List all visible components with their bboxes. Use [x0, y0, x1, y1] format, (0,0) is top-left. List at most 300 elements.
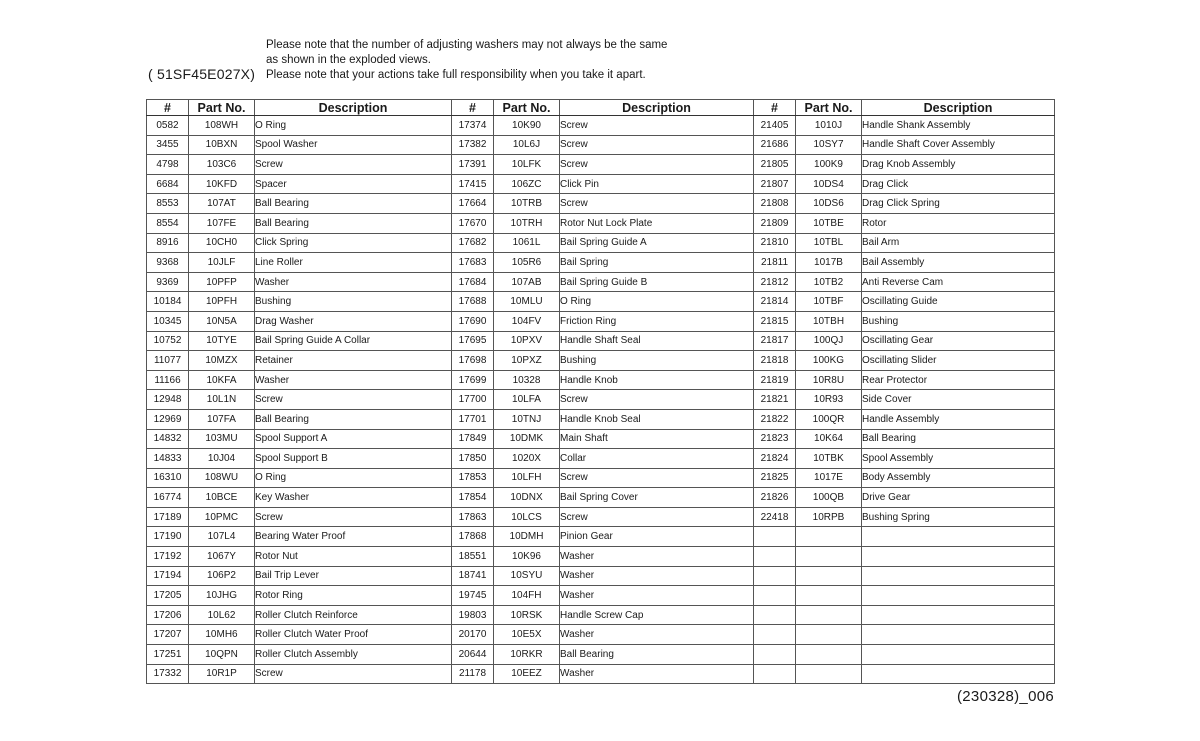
part-description: Handle Shank Assembly	[862, 116, 1055, 136]
part-no: 10E5X	[494, 625, 560, 645]
table-header-row	[147, 100, 1055, 116]
table-row	[147, 507, 1055, 527]
part-number-index: 0582	[147, 116, 189, 136]
part-number-index: 17682	[452, 233, 494, 253]
part-no: 10KFA	[189, 370, 255, 390]
part-no: 10TBK	[796, 449, 862, 469]
part-number-index: 17849	[452, 429, 494, 449]
header-num: #	[452, 100, 494, 116]
table-row	[147, 155, 1055, 175]
part-description: Screw	[560, 135, 754, 155]
part-no: 10LFA	[494, 390, 560, 410]
part-number-index: 17194	[147, 566, 189, 586]
part-description: Bearing Water Proof	[255, 527, 452, 547]
part-number-index: 17688	[452, 292, 494, 312]
part-no: 10PMC	[189, 507, 255, 527]
part-number-index: 17192	[147, 547, 189, 567]
part-description: Screw	[255, 664, 452, 684]
table-row	[147, 488, 1055, 508]
part-number-index: 21817	[754, 331, 796, 351]
part-description: Side Cover	[862, 390, 1055, 410]
part-no: 10SYU	[494, 566, 560, 586]
part-description: Body Assembly	[862, 468, 1055, 488]
part-number-index: 21809	[754, 213, 796, 233]
empty-cell	[862, 664, 1055, 684]
part-no: 10DS6	[796, 194, 862, 214]
part-description: Handle Shaft Cover Assembly	[862, 135, 1055, 155]
notes-block	[266, 38, 667, 83]
part-description: Oscillating Slider	[862, 351, 1055, 371]
part-number-index: 17690	[452, 311, 494, 331]
part-no: 10TB2	[796, 272, 862, 292]
parts-table	[146, 99, 1055, 684]
table-row	[147, 449, 1055, 469]
part-no: 10JLF	[189, 253, 255, 273]
part-no: 10L62	[189, 605, 255, 625]
part-number-index: 17853	[452, 468, 494, 488]
part-number-index: 19745	[452, 586, 494, 606]
empty-cell	[754, 566, 796, 586]
table-row	[147, 253, 1055, 273]
part-number-index: 21811	[754, 253, 796, 273]
part-no: 10MZX	[189, 351, 255, 371]
part-description: Washer	[255, 370, 452, 390]
empty-cell	[754, 547, 796, 567]
note-line-1: Please note that the number of adjusting washers may not always be the same	[266, 39, 668, 51]
part-number-index: 21805	[754, 155, 796, 175]
part-no: 10BXN	[189, 135, 255, 155]
part-number-index: 16774	[147, 488, 189, 508]
part-number-index: 10345	[147, 311, 189, 331]
part-description: Drag Click Spring	[862, 194, 1055, 214]
part-description: Anti Reverse Cam	[862, 272, 1055, 292]
part-description: Bail Spring Guide A Collar	[255, 331, 452, 351]
part-no: 10LFK	[494, 155, 560, 175]
part-description: Bail Trip Lever	[255, 566, 452, 586]
part-number-index: 17382	[452, 135, 494, 155]
header-description: Description	[862, 100, 1055, 116]
part-description: Oscillating Guide	[862, 292, 1055, 312]
part-description: Drag Click	[862, 174, 1055, 194]
part-no: 10LCS	[494, 507, 560, 527]
part-description: Screw	[255, 155, 452, 175]
part-description: Washer	[560, 547, 754, 567]
header-num: #	[754, 100, 796, 116]
part-number-index: 21808	[754, 194, 796, 214]
part-no: 10L6J	[494, 135, 560, 155]
part-no: 10TBE	[796, 213, 862, 233]
part-number-index: 8553	[147, 194, 189, 214]
part-description: Collar	[560, 449, 754, 469]
part-description: Bail Spring Guide A	[560, 233, 754, 253]
part-number-index: 12969	[147, 409, 189, 429]
part-no: 108WH	[189, 116, 255, 136]
part-number-index: 21826	[754, 488, 796, 508]
part-no: 10PXZ	[494, 351, 560, 371]
document-code: (230328)_006	[956, 688, 1054, 705]
part-description: Bail Spring Guide B	[560, 272, 754, 292]
table-row	[147, 194, 1055, 214]
part-no: 10MLU	[494, 292, 560, 312]
part-description: Bail Spring	[560, 253, 754, 273]
part-no: 10JHG	[189, 586, 255, 606]
model-number: ( 51SF45E027X)	[148, 66, 256, 82]
part-description: Bushing	[255, 292, 452, 312]
table-row	[147, 174, 1055, 194]
part-number-index: 17189	[147, 507, 189, 527]
part-no: 10LFH	[494, 468, 560, 488]
part-number-index: 17190	[147, 527, 189, 547]
header-part-no: Part No.	[494, 100, 560, 116]
part-no: 10R8U	[796, 370, 862, 390]
part-number-index: 18741	[452, 566, 494, 586]
part-no: 103MU	[189, 429, 255, 449]
part-number-index: 21824	[754, 449, 796, 469]
part-description: Retainer	[255, 351, 452, 371]
part-no: 10K90	[494, 116, 560, 136]
part-number-index: 11077	[147, 351, 189, 371]
part-no: 10TRH	[494, 213, 560, 233]
parts-table-body	[147, 116, 1055, 684]
part-no: 1017B	[796, 253, 862, 273]
part-no: 10QPN	[189, 645, 255, 665]
header-num: #	[147, 100, 189, 116]
part-description: Handle Knob	[560, 370, 754, 390]
empty-cell	[796, 586, 862, 606]
empty-cell	[796, 566, 862, 586]
part-number-index: 17664	[452, 194, 494, 214]
part-description: Drag Knob Assembly	[862, 155, 1055, 175]
part-description: Rotor	[862, 213, 1055, 233]
part-number-index: 21178	[452, 664, 494, 684]
part-no: 106ZC	[494, 174, 560, 194]
part-description: Rear Protector	[862, 370, 1055, 390]
table-row	[147, 233, 1055, 253]
part-no: 10PXV	[494, 331, 560, 351]
part-description: Roller Clutch Reinforce	[255, 605, 452, 625]
header-part-no: Part No.	[796, 100, 862, 116]
part-number-index: 17698	[452, 351, 494, 371]
table-row	[147, 547, 1055, 567]
empty-cell	[796, 664, 862, 684]
part-number-index: 21823	[754, 429, 796, 449]
part-no: 1067Y	[189, 547, 255, 567]
part-description: Screw	[560, 116, 754, 136]
empty-cell	[796, 547, 862, 567]
part-no: 10TBF	[796, 292, 862, 312]
part-no: 1010J	[796, 116, 862, 136]
header-description: Description	[560, 100, 754, 116]
part-number-index: 17205	[147, 586, 189, 606]
part-no: 107AB	[494, 272, 560, 292]
part-no: 10TNJ	[494, 409, 560, 429]
part-number-index: 17700	[452, 390, 494, 410]
part-no: 1017E	[796, 468, 862, 488]
table-row	[147, 116, 1055, 136]
table-row	[147, 409, 1055, 429]
part-number-index: 21822	[754, 409, 796, 429]
table-row	[147, 370, 1055, 390]
part-no: 100QJ	[796, 331, 862, 351]
part-number-index: 21807	[754, 174, 796, 194]
part-description: Line Roller	[255, 253, 452, 273]
empty-cell	[862, 645, 1055, 665]
part-number-index: 17854	[452, 488, 494, 508]
part-no: 105R6	[494, 253, 560, 273]
part-description: Washer	[560, 664, 754, 684]
part-no: 107FE	[189, 213, 255, 233]
part-description: Ball Bearing	[862, 429, 1055, 449]
table-row	[147, 311, 1055, 331]
part-description: Screw	[560, 507, 754, 527]
part-no: 10EEZ	[494, 664, 560, 684]
part-number-index: 16310	[147, 468, 189, 488]
note-line-2: as shown in the exploded views.	[266, 54, 431, 66]
part-number-index: 10184	[147, 292, 189, 312]
part-description: Spool Support A	[255, 429, 452, 449]
part-description: Spacer	[255, 174, 452, 194]
part-description: Bushing Spring	[862, 507, 1055, 527]
table-row	[147, 213, 1055, 233]
part-description: Ball Bearing	[255, 213, 452, 233]
part-no: 1061L	[494, 233, 560, 253]
part-description: Rotor Ring	[255, 586, 452, 606]
table-row	[147, 605, 1055, 625]
part-number-index: 17684	[452, 272, 494, 292]
part-no: 100KG	[796, 351, 862, 371]
part-number-index: 22418	[754, 507, 796, 527]
part-number-index: 19803	[452, 605, 494, 625]
part-description: Washer	[560, 586, 754, 606]
part-number-index: 6684	[147, 174, 189, 194]
table-row	[147, 664, 1055, 684]
part-number-index: 17850	[452, 449, 494, 469]
part-no: 100QB	[796, 488, 862, 508]
table-row	[147, 135, 1055, 155]
header-description: Description	[255, 100, 452, 116]
part-number-index: 20170	[452, 625, 494, 645]
part-no: 10PFP	[189, 272, 255, 292]
part-number-index: 21812	[754, 272, 796, 292]
part-description: Washer	[255, 272, 452, 292]
part-no: 10DNX	[494, 488, 560, 508]
table-row	[147, 586, 1055, 606]
part-number-index: 17391	[452, 155, 494, 175]
part-number-index: 21815	[754, 311, 796, 331]
part-number-index: 17699	[452, 370, 494, 390]
table-row	[147, 351, 1055, 371]
part-description: Bail Assembly	[862, 253, 1055, 273]
part-no: 10J04	[189, 449, 255, 469]
part-number-index: 21814	[754, 292, 796, 312]
part-no: 10DS4	[796, 174, 862, 194]
part-description: Roller Clutch Water Proof	[255, 625, 452, 645]
empty-cell	[862, 566, 1055, 586]
empty-cell	[796, 625, 862, 645]
part-no: 10R1P	[189, 664, 255, 684]
part-number-index: 17695	[452, 331, 494, 351]
part-number-index: 17251	[147, 645, 189, 665]
part-no: 107L4	[189, 527, 255, 547]
part-no: 10DMK	[494, 429, 560, 449]
part-no: 10KFD	[189, 174, 255, 194]
part-description: Ball Bearing	[255, 409, 452, 429]
part-no: 10R93	[796, 390, 862, 410]
part-no: 10MH6	[189, 625, 255, 645]
part-description: Screw	[560, 194, 754, 214]
table-row	[147, 390, 1055, 410]
table-row	[147, 272, 1055, 292]
part-description: Main Shaft	[560, 429, 754, 449]
part-number-index: 4798	[147, 155, 189, 175]
part-number-index: 9368	[147, 253, 189, 273]
part-no: 104FH	[494, 586, 560, 606]
part-description: Roller Clutch Assembly	[255, 645, 452, 665]
part-number-index: 17415	[452, 174, 494, 194]
part-description: O Ring	[560, 292, 754, 312]
empty-cell	[796, 605, 862, 625]
part-no: 10TYE	[189, 331, 255, 351]
part-description: Bushing	[862, 311, 1055, 331]
part-no: 1020X	[494, 449, 560, 469]
part-description: Ball Bearing	[560, 645, 754, 665]
part-no: 10N5A	[189, 311, 255, 331]
part-description: Spool Support B	[255, 449, 452, 469]
note-line-3: Please note that your actions take full responsibility when you take it apart.	[266, 69, 646, 81]
part-number-index: 17868	[452, 527, 494, 547]
part-description: Drive Gear	[862, 488, 1055, 508]
part-number-index: 17701	[452, 409, 494, 429]
table-row	[147, 429, 1055, 449]
part-number-index: 21686	[754, 135, 796, 155]
part-no: 10RPB	[796, 507, 862, 527]
part-no: 10K64	[796, 429, 862, 449]
part-no: 10L1N	[189, 390, 255, 410]
part-number-index: 21819	[754, 370, 796, 390]
part-no: 100K9	[796, 155, 862, 175]
table-row	[147, 527, 1055, 547]
part-no: 10TRB	[494, 194, 560, 214]
table-row	[147, 331, 1055, 351]
part-number-index: 18551	[452, 547, 494, 567]
part-number-index: 21821	[754, 390, 796, 410]
part-no: 10RSK	[494, 605, 560, 625]
part-description: O Ring	[255, 116, 452, 136]
part-number-index: 8554	[147, 213, 189, 233]
part-no: 10K96	[494, 547, 560, 567]
part-description: Bail Spring Cover	[560, 488, 754, 508]
part-description: Handle Screw Cap	[560, 605, 754, 625]
part-description: Screw	[560, 390, 754, 410]
empty-cell	[862, 547, 1055, 567]
part-number-index: 10752	[147, 331, 189, 351]
part-description: Oscillating Gear	[862, 331, 1055, 351]
part-no: 107AT	[189, 194, 255, 214]
part-description: Spool Washer	[255, 135, 452, 155]
part-number-index: 21818	[754, 351, 796, 371]
empty-cell	[862, 605, 1055, 625]
part-number-index: 17207	[147, 625, 189, 645]
empty-cell	[754, 645, 796, 665]
part-no: 104FV	[494, 311, 560, 331]
part-number-index: 17374	[452, 116, 494, 136]
part-no: 10TBH	[796, 311, 862, 331]
part-number-index: 21405	[754, 116, 796, 136]
part-description: Washer	[560, 625, 754, 645]
part-description: Rotor Nut	[255, 547, 452, 567]
part-number-index: 14832	[147, 429, 189, 449]
empty-cell	[796, 527, 862, 547]
part-no: 10CH0	[189, 233, 255, 253]
table-row	[147, 468, 1055, 488]
part-number-index: 17332	[147, 664, 189, 684]
part-description: Click Pin	[560, 174, 754, 194]
part-description: Bail Arm	[862, 233, 1055, 253]
table-row	[147, 292, 1055, 312]
part-number-index: 12948	[147, 390, 189, 410]
part-no: 10RKR	[494, 645, 560, 665]
part-no: 108WU	[189, 468, 255, 488]
empty-cell	[754, 527, 796, 547]
part-number-index: 17670	[452, 213, 494, 233]
part-number-index: 3455	[147, 135, 189, 155]
part-number-index: 8916	[147, 233, 189, 253]
header-part-no: Part No.	[189, 100, 255, 116]
part-no: 10SY7	[796, 135, 862, 155]
part-description: Screw	[560, 468, 754, 488]
table-row	[147, 625, 1055, 645]
part-number-index: 11166	[147, 370, 189, 390]
part-description: Screw	[560, 155, 754, 175]
part-description: Handle Knob Seal	[560, 409, 754, 429]
part-description: Drag Washer	[255, 311, 452, 331]
part-no: 103C6	[189, 155, 255, 175]
part-description: Friction Ring	[560, 311, 754, 331]
part-number-index: 21810	[754, 233, 796, 253]
part-no: 10328	[494, 370, 560, 390]
empty-cell	[754, 586, 796, 606]
part-description: Handle Shaft Seal	[560, 331, 754, 351]
part-number-index: 9369	[147, 272, 189, 292]
part-no: 10TBL	[796, 233, 862, 253]
empty-cell	[862, 586, 1055, 606]
part-no: 10BCE	[189, 488, 255, 508]
part-description: O Ring	[255, 468, 452, 488]
table-row	[147, 645, 1055, 665]
part-no: 100QR	[796, 409, 862, 429]
part-description: Screw	[255, 507, 452, 527]
empty-cell	[862, 625, 1055, 645]
part-number-index: 14833	[147, 449, 189, 469]
part-number-index: 17206	[147, 605, 189, 625]
part-description: Spool Assembly	[862, 449, 1055, 469]
part-description: Washer	[560, 566, 754, 586]
part-description: Bushing	[560, 351, 754, 371]
part-number-index: 20644	[452, 645, 494, 665]
part-no: 10DMH	[494, 527, 560, 547]
part-description: Ball Bearing	[255, 194, 452, 214]
empty-cell	[862, 527, 1055, 547]
part-number-index: 17863	[452, 507, 494, 527]
part-description: Click Spring	[255, 233, 452, 253]
empty-cell	[754, 625, 796, 645]
table-row	[147, 566, 1055, 586]
part-description: Screw	[255, 390, 452, 410]
part-description: Pinion Gear	[560, 527, 754, 547]
part-number-index: 17683	[452, 253, 494, 273]
part-number-index: 21825	[754, 468, 796, 488]
part-no: 107FA	[189, 409, 255, 429]
